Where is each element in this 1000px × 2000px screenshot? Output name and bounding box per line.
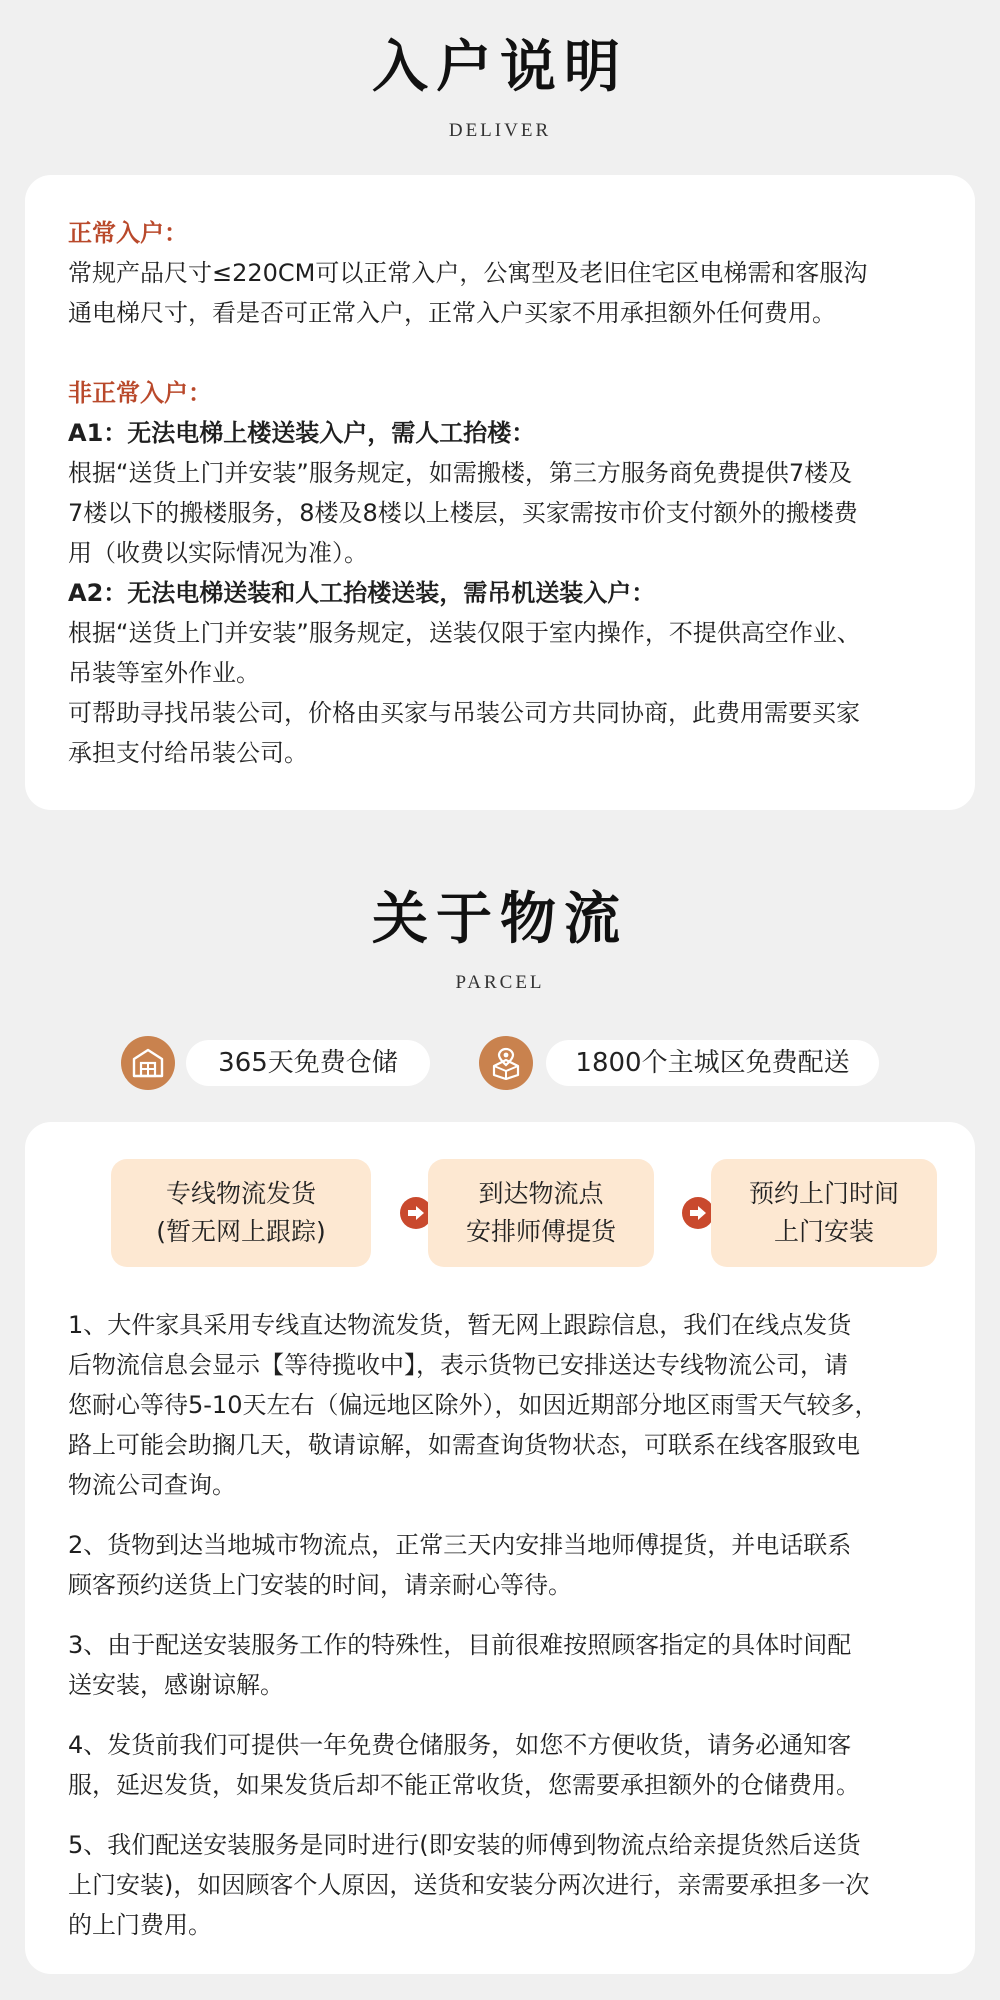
notice-line: 后物流信息会显示【等待揽收中】，表示货物已安排送达专线物流公司，请 [68,1351,848,1379]
arrow-right-icon [682,1197,714,1229]
a2-line: 根据“送货上门并安装”服务规定，送装仅限于室内操作，不提供高空作业、 [68,619,861,647]
parcel-card [25,1122,975,1974]
a2-line: 可帮助寻找吊装公司，价格由买家与吊装公司方共同协商，此费用需要买家 [68,699,860,727]
notice-line: 顾客预约送货上门安装的时间，请亲耐心等待。 [68,1571,572,1599]
process-flow [68,1159,932,1267]
notice-line: 2、货物到达当地城市物流点，正常三天内安排当地师傅提货，并电话联系 [68,1531,852,1559]
a2-heading: A2：无法电梯送装和人工抬楼送装，需吊机送装入户： [68,579,656,607]
step-line: (暂无网上跟踪) [156,1217,326,1246]
step-line: 上门安装 [773,1217,874,1246]
step-line: 预约上门时间 [748,1179,899,1208]
a2-line: 承担支付给吊装公司。 [68,739,308,767]
deliver-card [25,175,975,810]
step-line: 到达物流点 [478,1179,604,1208]
notice-line: 您耐心等待5-10天左右（偏远地区除外），如因近期部分地区雨雪天气较多， [68,1391,879,1419]
notice-line: 5、我们配送安装服务是同时进行(即安装的师傅到物流点给亲提货然后送货 [68,1831,861,1859]
section-title: 入户说明 [372,35,628,100]
notice-line: 服，延迟发货，如果发货后却不能正常收货，您需要承担额外的仓储费用。 [68,1771,860,1799]
a1-line: 用（收费以实际情况为准）。 [68,539,368,567]
notice-line: 1、大件家具采用专线直达物流发货，暂无网上跟踪信息，我们在线点发货 [68,1311,852,1339]
section-header-deliver [0,36,1000,142]
section-title: 关于物流 [372,887,628,952]
section-subtitle: DELIVER [448,120,552,141]
notice-line: 3、由于配送安装服务工作的特殊性，目前很难按照顾客指定的具体时间配 [68,1631,852,1659]
notice-line: 上门安装)，如因顾客个人原因，送货和安装分两次进行，亲需要承担多一次 [68,1871,870,1899]
section-header-parcel [0,888,1000,994]
notice-item-3 [68,1625,932,1705]
notice-item-2 [68,1525,932,1605]
a2-line: 吊装等室外作业。 [68,659,260,687]
notice-line: 送安装，感谢谅解。 [68,1671,284,1699]
notice-item-1 [68,1305,932,1505]
a1-line: 根据“送货上门并安装”服务规定，如需搬楼，第三方服务商免费提供7楼及 [68,459,853,487]
delivery-box-icon [479,1036,533,1090]
feature-free-delivery [479,1035,879,1091]
notice-line: 路上可能会助搁几天，敬请谅解，如需查询货物状态，可联系在线客服致电 [68,1431,860,1459]
section-subtitle: PARCEL [455,972,545,993]
normal-line: 通电梯尺寸，看是否可正常入户，正常入户买家不用承担额外任何费用。 [68,299,836,327]
feature-label: 365天免费仓储 [186,1040,430,1086]
notice-item-5 [68,1825,932,1945]
notice-line: 物流公司查询。 [68,1471,236,1499]
normal-heading: 正常入户： [68,219,188,247]
feature-free-storage [121,1035,431,1091]
a1-heading: A1：无法电梯上楼送装入户，需人工抬楼： [68,419,536,447]
warehouse-icon [121,1036,175,1090]
step-line: 安排师傅提货 [465,1217,616,1246]
a1-line: 7楼以下的搬楼服务，8楼及8楼以上楼层，买家需按市价支付额外的搬楼费 [68,499,858,527]
feature-label: 1800个主城区免费配送 [546,1040,879,1086]
step-line: 专线物流发货 [165,1179,316,1208]
notice-item-4 [68,1725,932,1805]
flow-step-arrive [428,1159,654,1267]
notice-line: 4、发货前我们可提供一年免费仓储服务，如您不方便收货，请务必通知客 [68,1731,852,1759]
feature-row [0,1035,1000,1091]
flow-step-install [711,1159,937,1267]
flow-step-ship [111,1159,371,1267]
normal-line: 常规产品尺寸≤220CM可以正常入户，公寓型及老旧住宅区电梯需和客服沟 [68,259,868,287]
notice-line: 的上门费用。 [68,1911,212,1939]
abnormal-heading: 非正常入户： [68,379,212,407]
